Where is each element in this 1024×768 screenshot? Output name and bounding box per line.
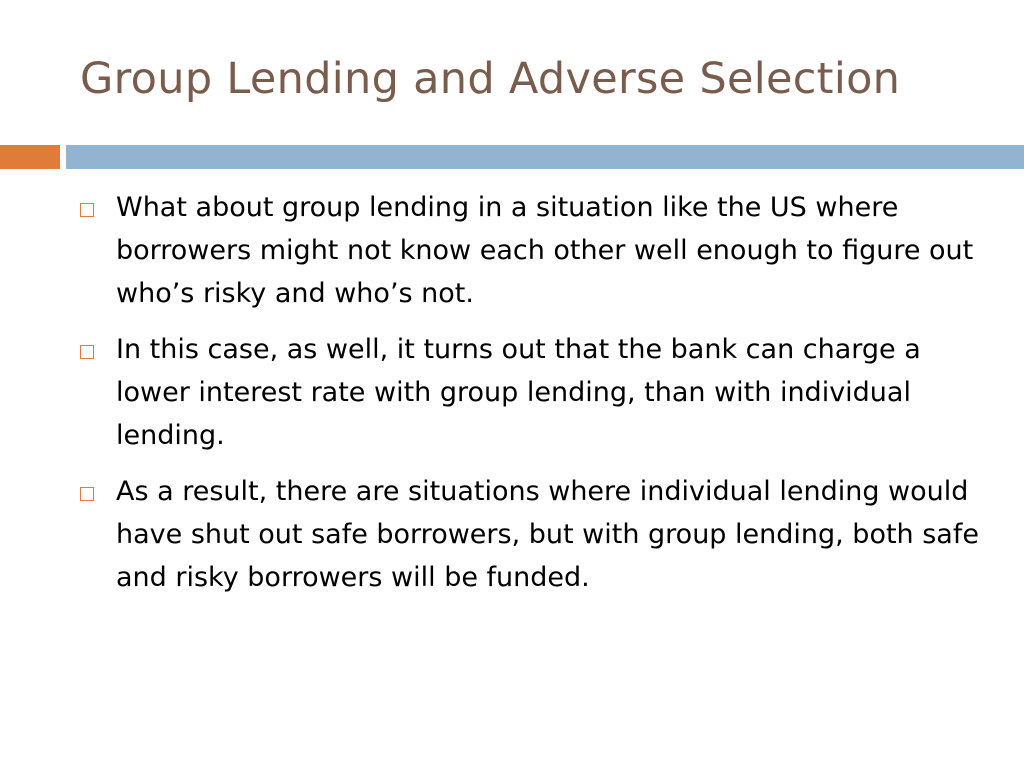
hollow-square-bullet-icon xyxy=(80,203,94,217)
hollow-square-bullet-icon xyxy=(80,345,94,359)
bullet-item xyxy=(80,186,980,315)
bullet-text: In this case, as well, it turns out that the bank can charge a lower interest rate with group lending, than with individual lending. xyxy=(116,334,921,451)
title-rule-bar xyxy=(66,145,1024,169)
slide-title: Group Lending and Adverse Selection xyxy=(80,54,901,104)
bullet-text: As a result, there are situations where individual lending would have shut out safe borrowers, but with group lending, both safe and risky borrowers will be funded. xyxy=(116,476,979,593)
bullet-text: What about group lending in a situation like the US where borrowers might not know each other well enough to figure out who’s risky and who’s not. xyxy=(116,192,974,309)
bullet-list xyxy=(80,186,980,612)
title-accent-bar xyxy=(0,145,60,169)
bullet-item xyxy=(80,328,980,457)
bullet-item xyxy=(80,470,980,599)
hollow-square-bullet-icon xyxy=(80,487,94,501)
